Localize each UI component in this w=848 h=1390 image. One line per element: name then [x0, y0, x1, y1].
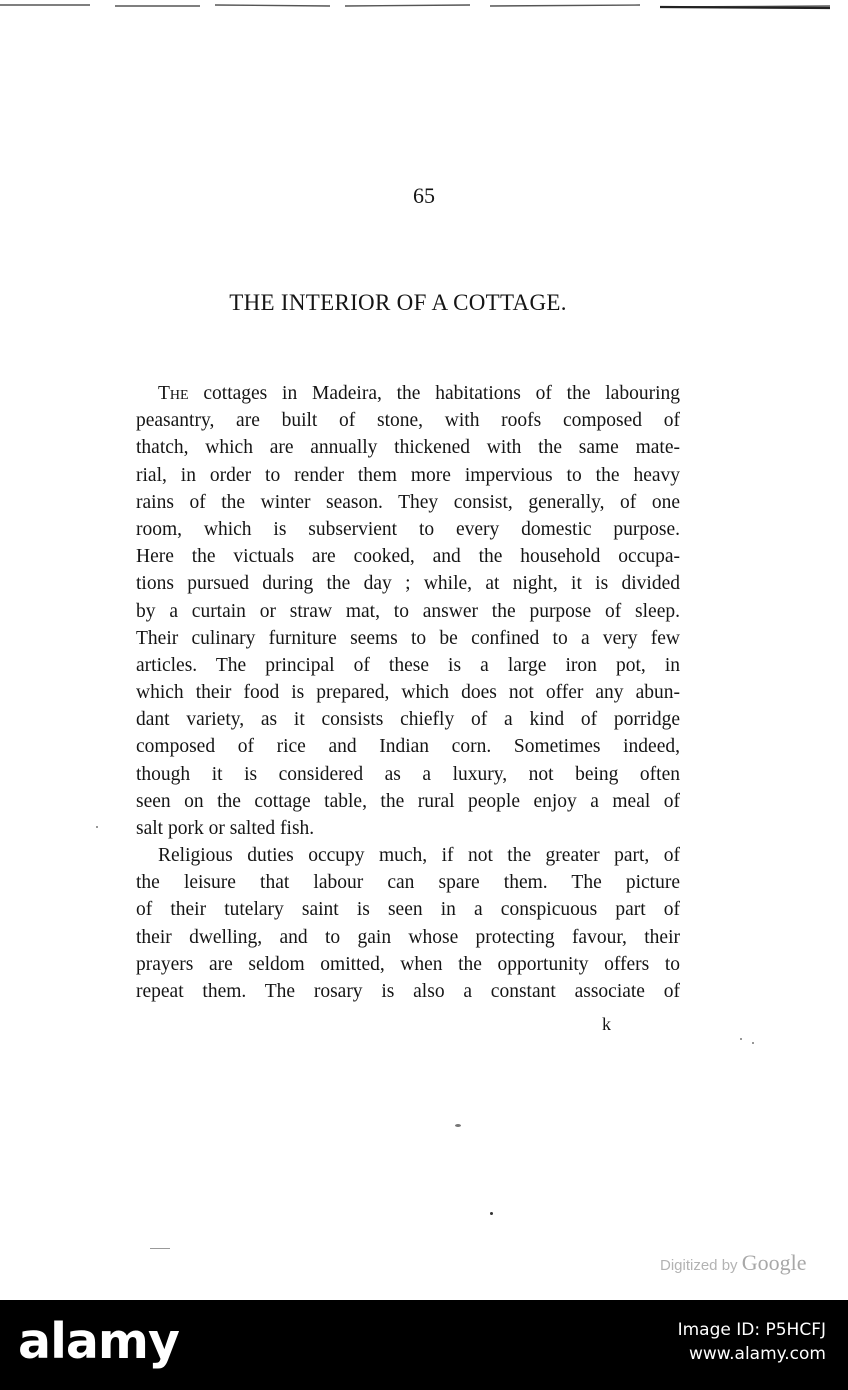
top-edge-rule — [0, 2, 848, 10]
text-line: tions pursued during the day ; while, at night, it is divided — [136, 573, 680, 595]
text-line: though it is considered as a luxury, not being often — [136, 763, 680, 785]
first-line-rest: cottages in Madeira, the habitations of the labouring — [188, 383, 680, 404]
scan-speck — [150, 1248, 170, 1249]
text-line: prayers are seldom omitted, when the opportunity offers to — [136, 953, 680, 975]
scan-speck — [752, 1042, 754, 1044]
site-url: www.alamy.com — [688, 1344, 826, 1364]
text-line-1 — [136, 380, 680, 407]
text-line: seen on the cottage table, the rural people enjoy a meal of — [136, 790, 680, 812]
text-line: their dwelling, and to gain whose protecting favour, their — [136, 926, 680, 948]
scan-speck — [740, 1038, 742, 1040]
scan-speck — [490, 1212, 493, 1215]
drop-word: The — [158, 383, 189, 404]
chapter-heading — [0, 288, 808, 318]
text-line: the leisure that labour can spare them. The picture — [136, 872, 680, 894]
text-line: room, which is subservient to every domestic purpose. — [136, 518, 680, 540]
scan-speck — [455, 1124, 461, 1127]
text-line: Here the victuals are cooked, and the household occupa- — [136, 546, 680, 568]
image-id-block — [678, 1318, 826, 1366]
text-line: salt pork or salted fish. — [136, 818, 315, 839]
text-line: rial, in order to render them more impervious to the heavy — [136, 464, 680, 486]
text-line: repeat them. The rosary is also a constant associate of — [136, 980, 680, 1002]
digitized-by-google-watermark — [660, 1250, 848, 1276]
text-line: Religious duties occupy much, if not the greater part, of — [158, 845, 680, 866]
scan-speck — [96, 826, 98, 828]
chapter-title: THE INTERIOR OF A COTTAGE. — [229, 290, 567, 315]
text-line: of their tutelary saint is seen in a conspicuous part of — [136, 899, 680, 921]
digitized-prefix: Digitized by — [660, 1257, 738, 1274]
text-line: Their culinary furniture seems to be confined to a very few — [136, 627, 680, 649]
image-id: Image ID: P5HCFJ — [677, 1320, 826, 1340]
text-line: rains of the winter season. They consist, generally, of one — [136, 491, 680, 513]
text-line: articles. The principal of these is a large iron pot, in — [136, 654, 680, 676]
text-line: peasantry, are built of stone, with roofs composed of — [136, 410, 680, 432]
catchword: k — [602, 1014, 611, 1034]
text-line: by a curtain or straw mat, to answer the purpose of sleep. — [136, 600, 680, 622]
paragraph-1 — [136, 380, 680, 842]
paragraph-2 — [136, 842, 680, 1005]
text-line: composed of rice and Indian corn. Sometimes indeed, — [136, 736, 680, 758]
alamy-logo: alamy — [18, 1313, 179, 1370]
google-logo: Google — [741, 1250, 807, 1275]
text-line: dant variety, as it consists chiefly of a kind of porridge — [136, 709, 680, 731]
text-line: which their food is prepared, which does not offer any abun- — [136, 682, 680, 704]
text-line: thatch, which are annually thickened with the same mate- — [136, 437, 680, 459]
page-number: 65 — [413, 183, 435, 208]
